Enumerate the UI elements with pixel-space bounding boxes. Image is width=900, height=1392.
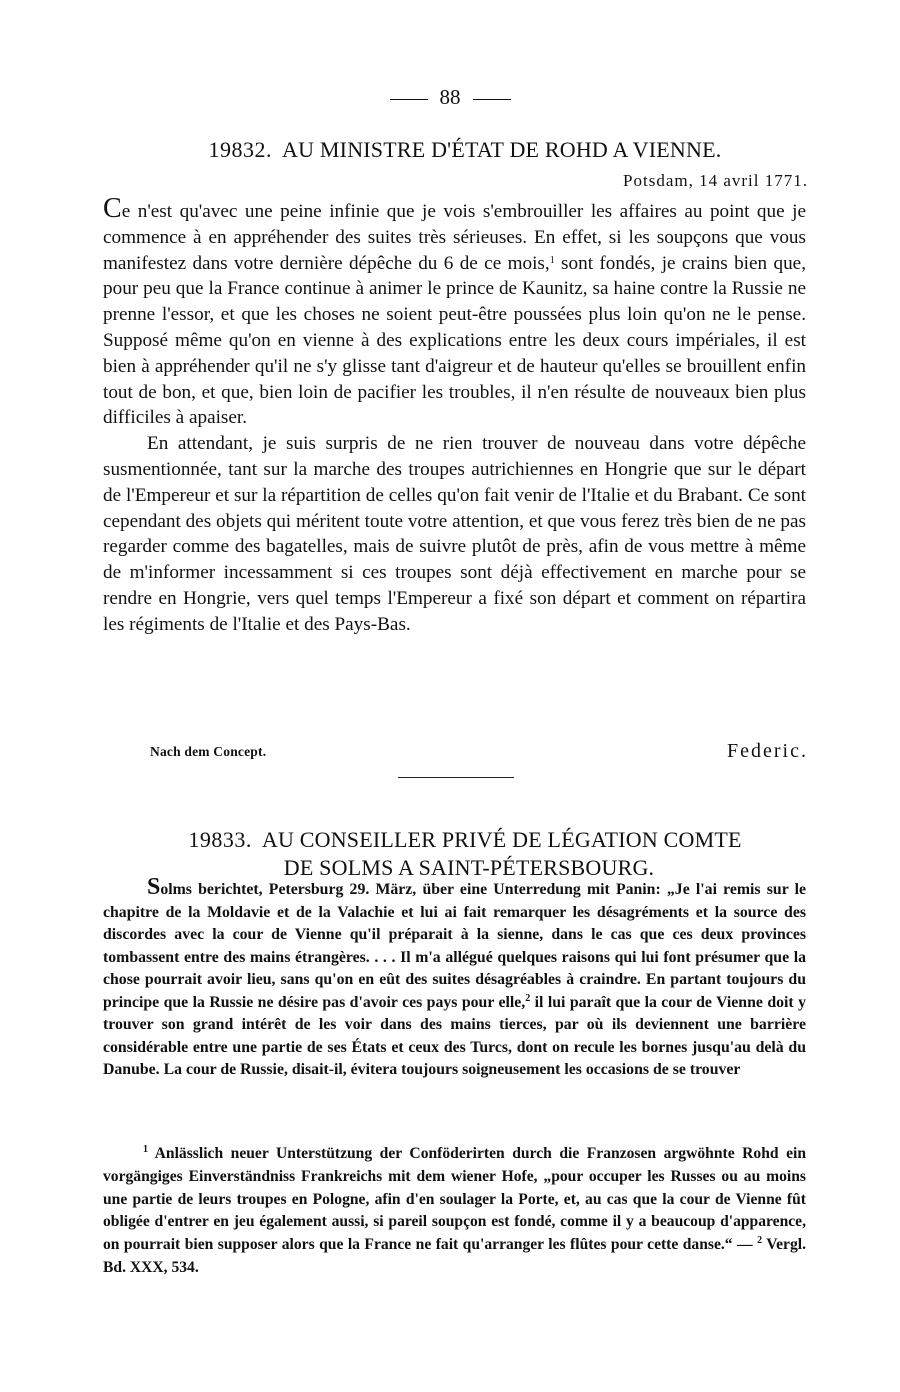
letter-1-body — [103, 193, 806, 638]
source-note: Nach dem Concept. — [150, 744, 267, 759]
footnote-ref-1: 1 — [549, 254, 555, 266]
letter-1-paragraph-1-text-b: sont fondés, je crains bien que, pour peu que la France continue à animer le prince de Kaunitz, sa haine contre la Russie ne prenne l'essor, et que les choses ne soient peut-être poussées plus loin qu'on ne le pense. Supposé même qu'on en vienne à des explications entre les deux cours impériales, il est bien à appréhender qu'il ne s'y glisse tant d'aigreur et de hauteur qu'elles se brouillent enfin tout de bon, et que, bien loin de pacifier les troubles, il n'en résulte de nouveaux bien plus difficiles à apaiser. — [103, 252, 806, 429]
letter-2-dropcap: S — [147, 874, 161, 900]
letter-2-number: 19833. — [188, 827, 252, 852]
footnote-ref-2: 2 — [525, 992, 531, 1004]
letter-1-paragraph-2: En attendant, je suis surpris de ne rien trouver de nouveau dans votre dépêche susmentionnée, tant sur la marche des troupes autrichiennes en Hongrie que sur le départ de l'Empereur et sur la répartition de celles qu'on fait venir de l'Italie et du Brabant. Ce sont cependant des objets qui méritent toute votre attention, et que vous ferez très bien de ne pas regarder comme des bagatelles, mais de suivre plutôt de près, afin de vous mettre à même de m'informer incessamment si ces troupes sont déjà effectivement en marche pour se rendre en Hongrie, vers quel temps l'Empereur a fixé son départ et comment on répartira les régiments de l'Italie et des Pays-Bas. — [103, 433, 806, 635]
footnotes — [103, 1143, 806, 1280]
letter-1-paragraph-1 — [103, 193, 806, 431]
letter-1-number: 19832. — [208, 137, 273, 162]
letter-2-title-line-1: AU CONSEILLER PRIVÉ DE LÉGATION COMTE — [261, 827, 742, 852]
footnote-2-mark: 2 — [757, 1235, 763, 1247]
letter-2-body — [103, 876, 806, 1082]
page-number — [0, 84, 900, 110]
letter-1-dateline: Potsdam, 14 avril 1771. — [623, 171, 808, 190]
footnote-2-text: Vergl. Bd. XXX, 534. — [103, 1236, 806, 1276]
footnote-1-text: Anlässlich neuer Unterstützung der Conföderirten durch die Franzosen argwöhnte Rohd ein vorgängiges Einverständniss Frankreichs mit dem wiener Hofe, „pour occuper les Russes ou au moins une partie de leurs troupes en Pologne, afin d'en soulager la Porte, et, au cas que la cour de Vienne fût obligée d'entrer en jeu également aussi, si pareil soupçon est fondé, comme il y a beaucoup d'apparence, on pourrait bien supposer alors que la France ne fait qu'arranger les flûtes pour cette danse.“ — — [103, 1145, 806, 1254]
section-separator — [398, 777, 514, 778]
page-number-value: 88 — [439, 85, 461, 109]
footnote-1 — [103, 1143, 806, 1280]
signature: Federic. — [727, 740, 808, 762]
letter-1-paragraph-1-text-a: e n'est qu'avec une peine infinie que je vois s'embrouiller les affaires au point que je commence à en appréhender des suites très sérieuses. En effet, si les soupçons que vous manifestez dans votre dernière dépêche du 6 de ce mois, — [103, 201, 806, 274]
letter-2-title-line-2: DE SOLMS A SAINT-PÉTERSBOURG. — [283, 855, 655, 880]
page-number-dash-left — [390, 99, 428, 100]
page-number-dash-right — [473, 99, 511, 100]
letter-2-paragraph — [103, 876, 806, 1082]
letter-1-title: AU MINISTRE D'ÉTAT DE ROHD A VIENNE. — [282, 137, 722, 162]
footnote-1-mark: 1 — [143, 1144, 148, 1155]
letter-1-heading — [100, 136, 830, 164]
letter-1-closing — [150, 740, 808, 764]
letter-1-dropcap: C — [103, 193, 122, 224]
letter-2-heading — [100, 826, 830, 882]
letter-2-text-a: olms berichtet, Petersburg 29. März, über eine Unterredung mit Panin: „Je l'ai remis sur le chapitre de la Moldavie et de la Valachie et lui ai fait remarquer les désagréments et la source des discordes avec la cour de Vienne qu'il préparait à la sienne, dans le cas que ces deux provinces tombassent entre des mains étrangères. . . . Il m'a allégué quelques raisons qui lui font présumer que la chose pourrait avoir lieu, sans qu'on en eût des suites désagréables à craindre. En partant toujours du principe que la Russie ne désire pas d'avoir ces pays pour elle, — [103, 881, 806, 1011]
letter-2-text-b: il lui paraît que la cour de Vienne doit y trouver son grand intérêt de les voir dans des mains tierces, par où ils deviennent une barrière considérable entre une partie de ses États et ceux des Turcs, dont on recule les bornes jusqu'au delà du Danube. La cour de Russie, disait-il, évitera toujours soigneusement les occasions de se trouver — [103, 993, 806, 1078]
